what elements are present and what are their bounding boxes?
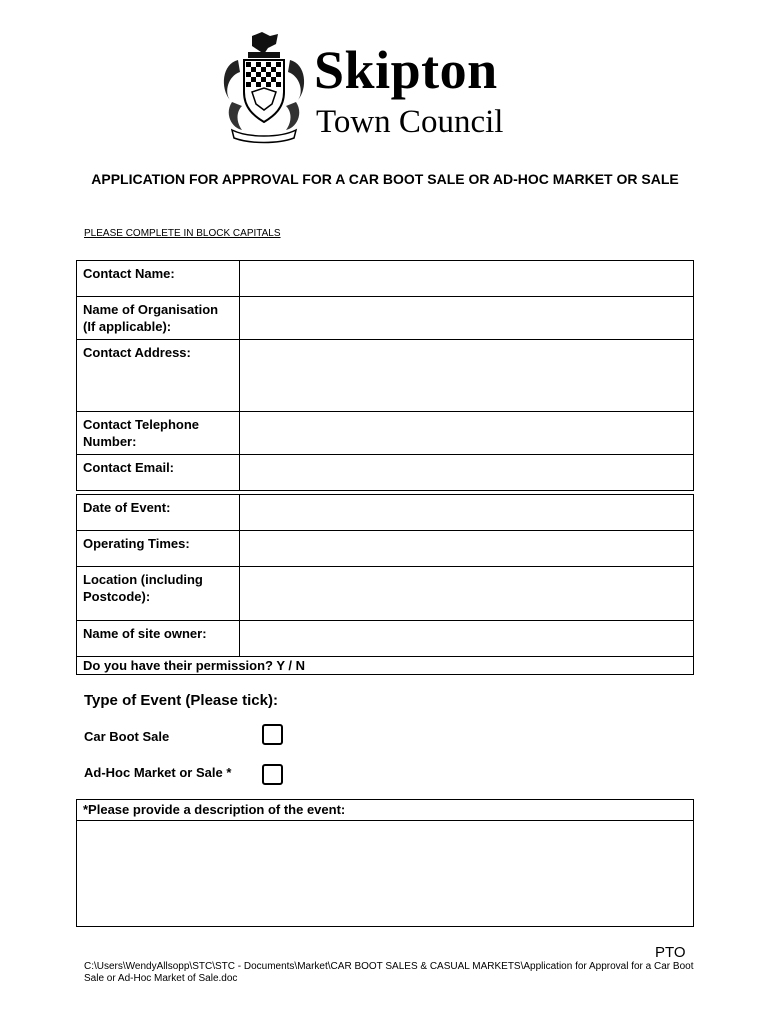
event-type-heading: Type of Event (Please tick):	[84, 692, 278, 709]
operating-times-field[interactable]	[240, 531, 694, 567]
please-turn-over-note: PTO	[655, 944, 686, 961]
event-description-box	[76, 799, 694, 927]
form-title: APPLICATION FOR APPROVAL FOR A CAR BOOT SALE OR AD-HOC MARKET OR SALE	[91, 171, 679, 187]
location-label: Location (including Postcode):	[77, 567, 240, 621]
site-owner-label: Name of site owner:	[77, 621, 240, 657]
adhoc-market-checkbox[interactable]	[262, 764, 283, 785]
logo-wordmark-skipton: Skipton	[314, 40, 498, 100]
contact-telephone-label: Contact Telephone Number:	[77, 412, 240, 455]
document-file-path: C:\Users\WendyAllsopp\STC\STC - Documents\Market\CAR BOOT SALES & CASUAL MARKETS\Application for Approval for a Car Boot Sale or Ad-Hoc Market of Sale.doc	[84, 961, 694, 984]
permission-question[interactable]: Do you have their permission? Y / N	[77, 657, 694, 675]
car-boot-sale-label: Car Boot Sale	[84, 729, 170, 744]
location-field[interactable]	[240, 567, 694, 621]
contact-details-table	[76, 260, 694, 491]
event-description-field[interactable]	[77, 821, 693, 927]
organisation-label: Name of Organisation (If applicable):	[77, 297, 240, 340]
contact-address-field[interactable]	[240, 340, 694, 412]
adhoc-market-label: Ad-Hoc Market or Sale *	[84, 765, 232, 780]
operating-times-label: Operating Times:	[77, 531, 240, 567]
council-logo	[218, 30, 558, 150]
site-owner-field[interactable]	[240, 621, 694, 657]
contact-address-label: Contact Address:	[77, 340, 240, 412]
block-capitals-instruction: PLEASE COMPLETE IN BLOCK CAPITALS	[84, 228, 281, 239]
car-boot-sale-checkbox[interactable]	[262, 724, 283, 745]
event-details-table	[76, 494, 694, 675]
event-date-field[interactable]	[240, 495, 694, 531]
contact-name-field[interactable]	[240, 261, 694, 297]
event-date-label: Date of Event:	[77, 495, 240, 531]
council-crest-icon	[218, 30, 310, 146]
contact-email-label: Contact Email:	[77, 455, 240, 491]
organisation-field[interactable]	[240, 297, 694, 340]
contact-name-label: Contact Name:	[77, 261, 240, 297]
logo-wordmark-town-council: Town Council	[316, 104, 504, 140]
contact-telephone-field[interactable]	[240, 412, 694, 455]
event-description-heading: *Please provide a description of the event:	[77, 800, 693, 821]
contact-email-field[interactable]	[240, 455, 694, 491]
